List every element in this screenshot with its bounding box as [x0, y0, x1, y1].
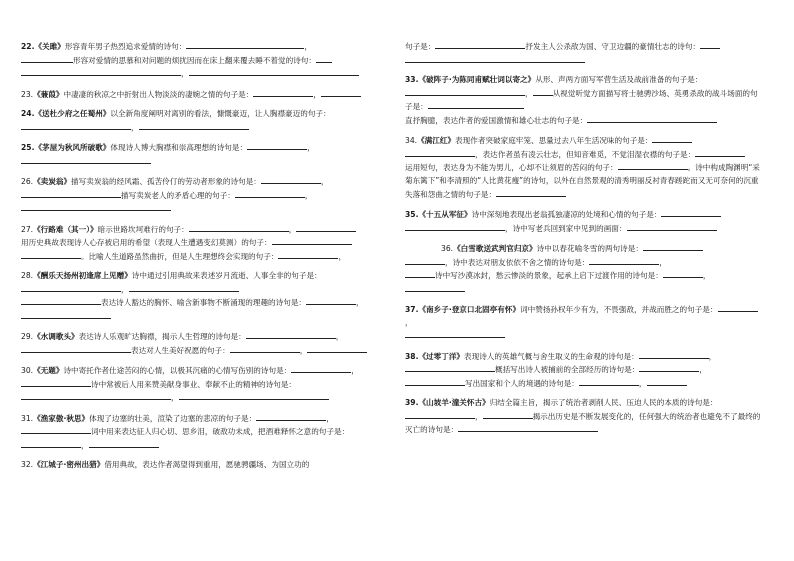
q-num: 28.: [21, 271, 34, 281]
q-text: 诗中常被后人用来赞美献身事业、奉献不止的精神的诗句是：: [91, 379, 297, 389]
poem-title: 《山坡羊·潼关怀古》: [418, 398, 490, 408]
answer-blank[interactable]: [179, 391, 329, 400]
q-text: 归结全篇主旨，揭示了统治者剥削人民、压迫人民的本质的诗句是：: [489, 398, 718, 408]
sep: ，: [405, 317, 413, 327]
sep: ，: [320, 176, 329, 186]
q-num: 25.: [21, 142, 35, 152]
poem-title: 《关雎》: [34, 42, 65, 51]
q-num: 36.: [441, 243, 454, 253]
poem-title: 《无题》: [33, 366, 64, 376]
q-text: 描写卖炭老人的矛盾心理的句子：: [121, 190, 235, 200]
sep: ，: [121, 284, 129, 294]
poem-title: 《十五从军征》: [418, 209, 472, 219]
answer-blank[interactable]: [435, 40, 525, 49]
answer-blank[interactable]: [643, 242, 703, 251]
answer-blank[interactable]: [21, 439, 81, 448]
q-text: 。诗中构成陶渊明“采菊东篱下”和李清照的“人比黄花瘦”的诗句，以外在自然景观的清秀明丽反衬青春蹉跎而又无可奈何的沉重失落和怨曲之情的句子是：: [405, 163, 760, 199]
sep: ，: [313, 89, 321, 99]
q-num: 22.: [21, 42, 35, 51]
answer-blank[interactable]: [718, 303, 758, 312]
sep: ，: [356, 298, 364, 308]
answer-blank[interactable]: [247, 141, 307, 150]
sep: ，: [702, 271, 711, 281]
answer-blank[interactable]: [21, 250, 81, 259]
answer-blank[interactable]: [21, 202, 171, 211]
sep: ，: [351, 366, 359, 376]
sep: ，: [338, 251, 347, 261]
answer-blank[interactable]: [186, 40, 304, 49]
question-25: [21, 141, 379, 168]
answer-blank[interactable]: [21, 283, 121, 292]
answer-blank[interactable]: [496, 188, 566, 197]
q-text: 用历史典故表现诗人心存被启用的希望（表现人生遭遇变幻莫测）的句子：: [21, 238, 272, 248]
q-num: 26.: [21, 176, 34, 186]
answer-blank[interactable]: [256, 412, 326, 421]
sep: ，: [708, 351, 717, 361]
answer-blank[interactable]: [139, 121, 249, 130]
q-text: 写出国家和个人的境遇的诗句是：: [465, 378, 579, 388]
question-26: [21, 175, 379, 216]
sep: ，: [335, 332, 344, 342]
answer-blank[interactable]: [405, 410, 475, 419]
answer-blank[interactable]: [189, 223, 289, 232]
answer-blank[interactable]: [405, 54, 585, 63]
q-num: 29.: [21, 332, 34, 342]
q-num: 23.: [21, 89, 34, 99]
q-text: 直抒胸臆，表达作者的爱国激情和雄心壮志的句子是：: [405, 115, 588, 125]
answer-blank[interactable]: [652, 134, 692, 143]
question-37: [405, 303, 763, 343]
answer-blank[interactable]: [296, 223, 356, 232]
question-34: [405, 134, 763, 201]
answer-blank[interactable]: [428, 100, 524, 109]
answer-blank[interactable]: [253, 88, 313, 97]
q-num: 24.: [21, 108, 35, 118]
question-31: [21, 412, 379, 453]
poem-title: 《蒹葭》: [33, 89, 64, 99]
q-text: 运用短句，表达身为不能为男儿，心却不让须眉的苦闷的句子：: [405, 163, 618, 173]
answer-blank[interactable]: [316, 54, 332, 63]
question-32: [21, 459, 379, 472]
answer-blank[interactable]: [21, 425, 91, 434]
q-text: 体现了边塞的壮美，渲染了边塞的悲凉的句子是：: [89, 413, 257, 423]
answer-blank[interactable]: [307, 344, 367, 353]
answer-blank[interactable]: [700, 40, 720, 49]
q-num: 37.: [405, 305, 419, 315]
q-text: 诗中表达对朋友依依不舍之情的诗句是：: [452, 257, 590, 267]
question-23: [21, 88, 379, 102]
q-text: 中凄凄的秋凉之中折射出人物淡淡的凄婉之情的句子是：: [63, 89, 254, 99]
sep: ，: [505, 223, 513, 233]
answer-blank[interactable]: [639, 363, 699, 372]
q-text: 形容青年男子热烈追求爱情的诗句：: [64, 42, 187, 51]
question-32-cont: [405, 40, 763, 67]
sep: ，: [445, 257, 453, 267]
answer-blank[interactable]: [618, 161, 688, 170]
poem-title: 《江城子·密州出猎》: [33, 460, 105, 470]
q-text: 表现作者突破家庭牢笼、思量过去八年生活况味的句子是：: [455, 136, 653, 146]
q-text: 以全新角度阐明对离别的看法，慷慨豪迈，让人胸襟豪迈的句子：: [110, 108, 331, 118]
sep: ，: [81, 441, 89, 451]
answer-blank[interactable]: [272, 236, 352, 245]
q-text: 从形、声两方面写军营生活及战前准备的句子是：: [535, 74, 703, 84]
sep: ，: [326, 413, 334, 423]
answer-blank[interactable]: [587, 114, 717, 123]
question-35: [405, 208, 763, 235]
answer-blank[interactable]: [189, 67, 359, 76]
answer-blank[interactable]: [627, 222, 717, 231]
poem-title: 《茅屋为秋风所破歌》: [34, 142, 111, 152]
q-text: 表达诗人乐观旷达胸襟，揭示人生哲理的诗句是：: [78, 332, 246, 342]
q-num: 35.: [405, 209, 419, 219]
q-text: 词中用来表达征人归心切、思乡泪，破敌功未成，把酒难释怀之意的句子是：: [91, 427, 350, 437]
question-33: [405, 74, 763, 127]
q-text: 表达作者虽有凌云壮志，但知音难觅，不觉泪湿衣襟的句子是：: [482, 149, 696, 159]
sep: 。: [81, 251, 89, 261]
answer-blank[interactable]: [89, 439, 159, 448]
q-text: 词中赞扬孙权年少有为，不畏强敌，并战而胜之的句子是：: [520, 305, 718, 315]
sep: ，: [475, 149, 483, 159]
sep: ，: [475, 411, 483, 421]
sep: ，: [659, 257, 667, 267]
question-22: [21, 40, 379, 81]
answer-blank[interactable]: [21, 378, 91, 387]
q-text: 形容对爱情的思慕和对问题的烦扰因而在床上翻来覆去睡不着觉的诗句：: [73, 55, 316, 65]
left-column: [21, 40, 379, 479]
sep: ，: [525, 88, 533, 98]
q-text: 抒发主人公杀敌为国、守卫边疆的豪情壮志的诗句：: [525, 42, 701, 51]
right-column: [405, 40, 763, 444]
answer-blank[interactable]: [589, 256, 659, 265]
q-num: 34.: [405, 136, 418, 146]
q-text: 借用典故，表达作者渴望得到重用，愿驰骋疆场、为国立功的: [104, 460, 310, 470]
poem-title: 《白雪歌送武判官归京》: [453, 243, 537, 253]
q-text: 描写卖炭翁的经风霜、孤苦伶仃的劳动者形象的诗句是：: [71, 176, 261, 186]
answer-blank[interactable]: [405, 377, 465, 386]
q-text: 体现诗人博大胸襟和崇高理想的诗句是：: [110, 142, 248, 152]
q-num: 39.: [405, 398, 419, 408]
answer-blank[interactable]: [21, 121, 131, 130]
question-29: [21, 330, 379, 357]
question-27: [21, 223, 379, 264]
poem-title: 《酬乐天扬州初逢席上见赠》: [33, 271, 132, 281]
question-24: [21, 108, 379, 134]
q-text: 诗中写老兵回到家中见到的画面：: [512, 223, 627, 233]
answer-blank[interactable]: [405, 269, 435, 278]
answer-blank[interactable]: [246, 330, 336, 339]
answer-blank[interactable]: [405, 222, 505, 231]
answer-blank[interactable]: [21, 391, 171, 400]
answer-blank[interactable]: [405, 283, 465, 292]
poem-title: 《南乡子·登京口北固亭有怀》: [418, 305, 521, 315]
q-text: 诗中深刻地表现出老翁孤独凄凉的处境和心情的句子是：: [471, 209, 662, 219]
answer-blank[interactable]: [639, 350, 709, 359]
sep: ，: [181, 69, 189, 79]
q-text: 暗示世路坎坷难行的句子：: [97, 224, 189, 234]
question-30: [21, 364, 379, 405]
q-num: 32.: [21, 460, 34, 470]
q-num: 30.: [21, 366, 34, 376]
answer-blank[interactable]: [405, 148, 475, 157]
q-num: 31.: [21, 413, 34, 423]
q-text: 比喻人生道路虽然曲折，但是人生理想终会实现的句子：: [88, 251, 279, 261]
sep: ，: [299, 345, 308, 355]
sep: ，: [307, 142, 315, 152]
answer-blank[interactable]: [21, 344, 131, 353]
poem-title: 《送杜少府之任蜀州》: [34, 108, 111, 118]
q-text: 揭示出历史是不断发展变化的，任何强大的统治者也避免不了最终的灭亡的诗句是：: [405, 411, 761, 435]
answer-blank[interactable]: [278, 250, 338, 259]
answer-blank[interactable]: [405, 87, 525, 96]
answer-blank[interactable]: [291, 364, 351, 373]
answer-blank[interactable]: [695, 148, 745, 157]
q-text: 句子是：: [405, 42, 436, 51]
answer-blank[interactable]: [458, 423, 598, 432]
sep: ，: [171, 393, 179, 403]
sep: ，: [699, 365, 707, 375]
q-text: 从视觉听觉方面描写将士驰骋沙场、英勇杀敌的战斗场面的句子是：: [405, 88, 758, 112]
sep: ，: [131, 122, 139, 132]
answer-blank[interactable]: [321, 88, 361, 97]
answer-blank[interactable]: [483, 410, 533, 419]
poem-title: 《渔家傲·秋思》: [33, 413, 90, 423]
q-text: 诗中以春花喻冬雪的两句诗是：: [536, 243, 643, 253]
sep: ，: [304, 190, 313, 200]
answer-blank[interactable]: [21, 155, 151, 164]
q-text: 概括写出诗人被捕前的全部经历的诗句是：: [495, 365, 640, 375]
answer-blank[interactable]: [661, 208, 721, 217]
question-36: [405, 242, 763, 296]
answer-blank[interactable]: [663, 269, 703, 278]
answer-blank[interactable]: [235, 189, 305, 198]
question-38: [405, 350, 763, 391]
sep: ，: [638, 378, 647, 388]
poem-title: 《过零丁洋》: [418, 351, 465, 361]
answer-blank[interactable]: [21, 67, 181, 76]
q-num: 33.: [405, 74, 419, 84]
question-28: [21, 270, 379, 323]
poem-title: 《破阵子·为陈同甫赋壮词以寄之》: [418, 74, 536, 84]
answer-blank[interactable]: [21, 296, 101, 305]
answer-blank[interactable]: [533, 87, 553, 96]
sep: ，: [288, 224, 297, 234]
question-39: [405, 397, 763, 437]
poem-title: 《卖炭翁》: [33, 176, 72, 186]
q-text: 诗中通过引用典故来表述岁月流逝、人事全非的句子是：: [131, 271, 322, 281]
sep: ，: [304, 42, 312, 51]
answer-blank[interactable]: [405, 329, 505, 338]
answer-blank[interactable]: [647, 377, 687, 386]
q-text: 表达对人生美好祝愿的句子：: [131, 345, 230, 355]
q-num: 38.: [405, 351, 419, 361]
q-text: 诗中寄托作者仕途苦闷的心情，以极其沉痛的心情写伤别的诗句是：: [63, 366, 292, 376]
answer-blank[interactable]: [129, 283, 239, 292]
answer-blank[interactable]: [21, 310, 111, 319]
answer-blank[interactable]: [405, 363, 495, 372]
answer-blank[interactable]: [306, 296, 356, 305]
answer-blank[interactable]: [405, 256, 445, 265]
poem-title: 《满江红》: [417, 136, 456, 146]
q-text: 诗中写沙漠冰封，愁云惨淡的景象，起承上启下过渡作用的诗句是：: [435, 271, 663, 281]
q-text: 表达诗人豁达的胸怀、喻含新事物不断涌现的理趣的诗句是：: [101, 298, 307, 308]
answer-blank[interactable]: [21, 189, 121, 198]
poem-title: 《水调歌头》: [33, 332, 79, 342]
answer-blank[interactable]: [21, 54, 73, 63]
answer-blank[interactable]: [261, 175, 321, 184]
q-text: 表现诗人的英雄气概与舍生取义的生命观的诗句是：: [464, 351, 639, 361]
answer-blank[interactable]: [579, 377, 639, 386]
poem-title: 《行路难（其一）》: [33, 224, 98, 234]
q-num: 27.: [21, 224, 34, 234]
answer-blank[interactable]: [230, 344, 300, 353]
